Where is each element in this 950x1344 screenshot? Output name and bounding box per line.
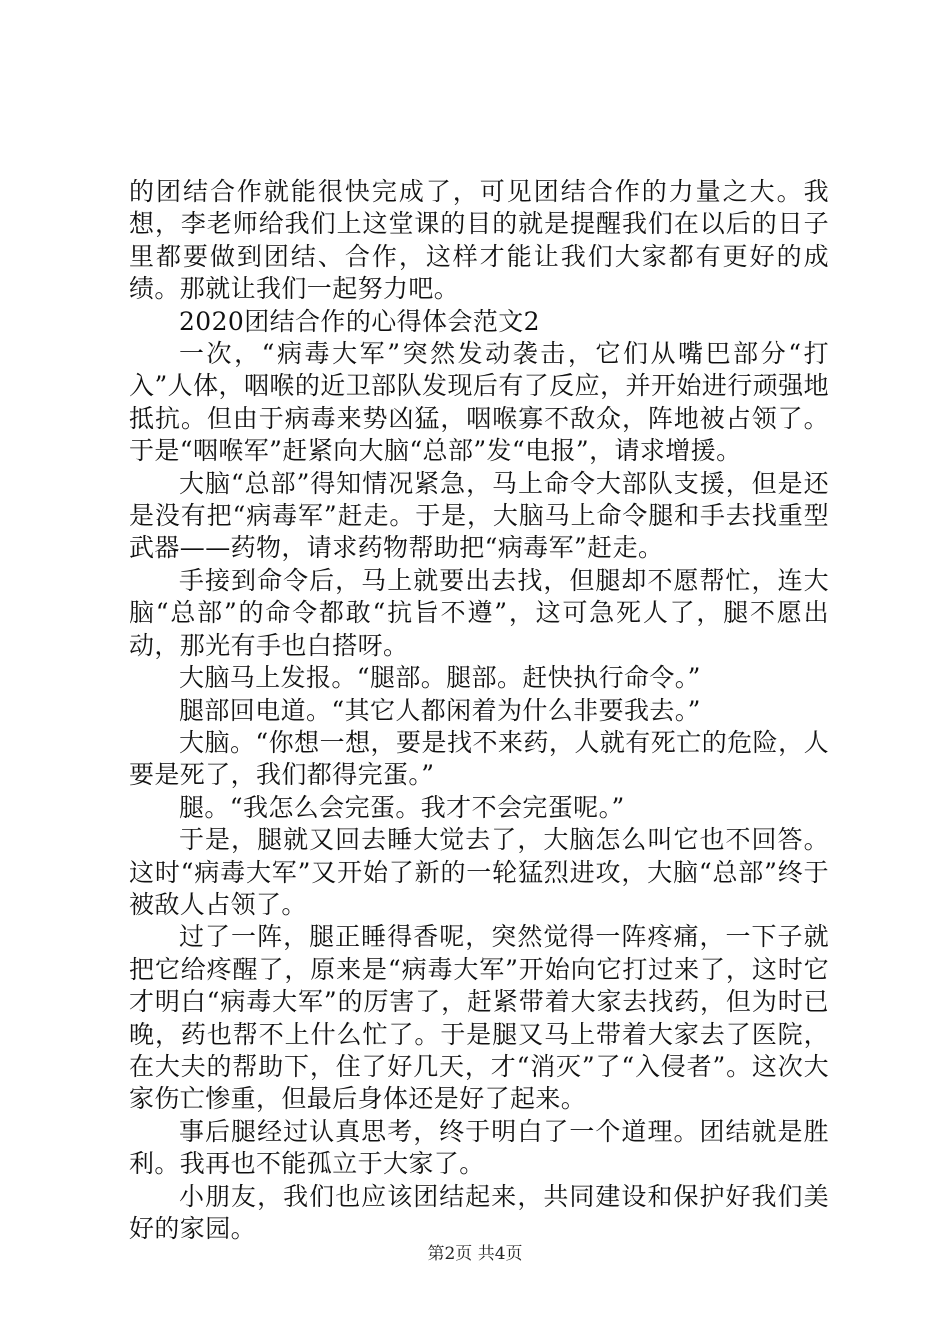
paragraph: 大脑。“你想一想，要是找不来药，人就有死亡的危险，人要是死了，我们都得完蛋。” (129, 727, 829, 790)
paragraph: 事后腿经过认真思考，终于明白了一个道理。团结就是胜利。我再也不能孤立于大家了。 (129, 1116, 829, 1179)
paragraph-continuation: 的团结合作就能很快完成了，可见团结合作的力量之大。我想，李老师给我们上这堂课的目的就是提醒我们在以后的日子里都要做到团结、合作，这样才能让我们大家都有更好的成绩。那就让我们一起努力吧。 (129, 177, 829, 304)
section-heading: 2020团结合作的心得体会范文2 (179, 306, 540, 336)
paragraph: 过了一阵，腿正睡得香呢，突然觉得一阵疼痛，一下子就把它给疼醒了，原来是“病毒大军”开始向它打过来了，这时它才明白“病毒大军”的厉害了，赶紧带着大家去找药，但为时已晚，药也帮不上什么忙了。于是腿又马上带着大家去了医院，在大夫的帮助下，住了好几天，才“消灭”了“入侵者”。这次大家伤亡惨重，但最后身体还是好了起来。 (129, 922, 829, 1114)
paragraph: 大脑“总部”得知情况紧急，马上命令大部队支援，但是还是没有把“病毒军”赶走。于是，大脑马上命令腿和手去找重型武器——药物，请求药物帮助把“病毒军”赶走。 (129, 468, 829, 563)
document-body (129, 176, 829, 1245)
paragraph: 腿部回电道。“其它人都闲着为什么非要我去。” (179, 695, 701, 725)
page-number-footer: 第2页 共4页 (427, 1244, 523, 1264)
paragraph: 腿。“我怎么会完蛋。我才不会完蛋呢。” (179, 792, 625, 822)
paragraph: 大脑马上发报。“腿部。腿部。赶快执行命令。” (179, 663, 701, 693)
paragraph: 手接到命令后，马上就要出去找，但腿却不愿帮忙，连大脑“总部”的命令都敢“抗旨不遵”，这可急死人了，腿不愿出动，那光有手也白搭呀。 (129, 565, 829, 660)
paragraph: 一次，“病毒大军”突然发动袭击，它们从嘴巴部分“打入”人体，咽喉的近卫部队发现后有了反应，并开始进行顽强地抵抗。但由于病毒来势凶猛，咽喉寡不敌众，阵地被占领了。于是“咽喉军”赶紧向大脑“总部”发“电报”，请求增援。 (129, 339, 829, 466)
paragraph: 于是，腿就又回去睡大觉去了，大脑怎么叫它也不回答。这时“病毒大军”又开始了新的一轮猛烈进攻，大脑“总部”终于被敌人占领了。 (129, 825, 829, 919)
paragraph: 小朋友，我们也应该团结起来，共同建设和保护好我们美好的家园。 (129, 1181, 829, 1243)
